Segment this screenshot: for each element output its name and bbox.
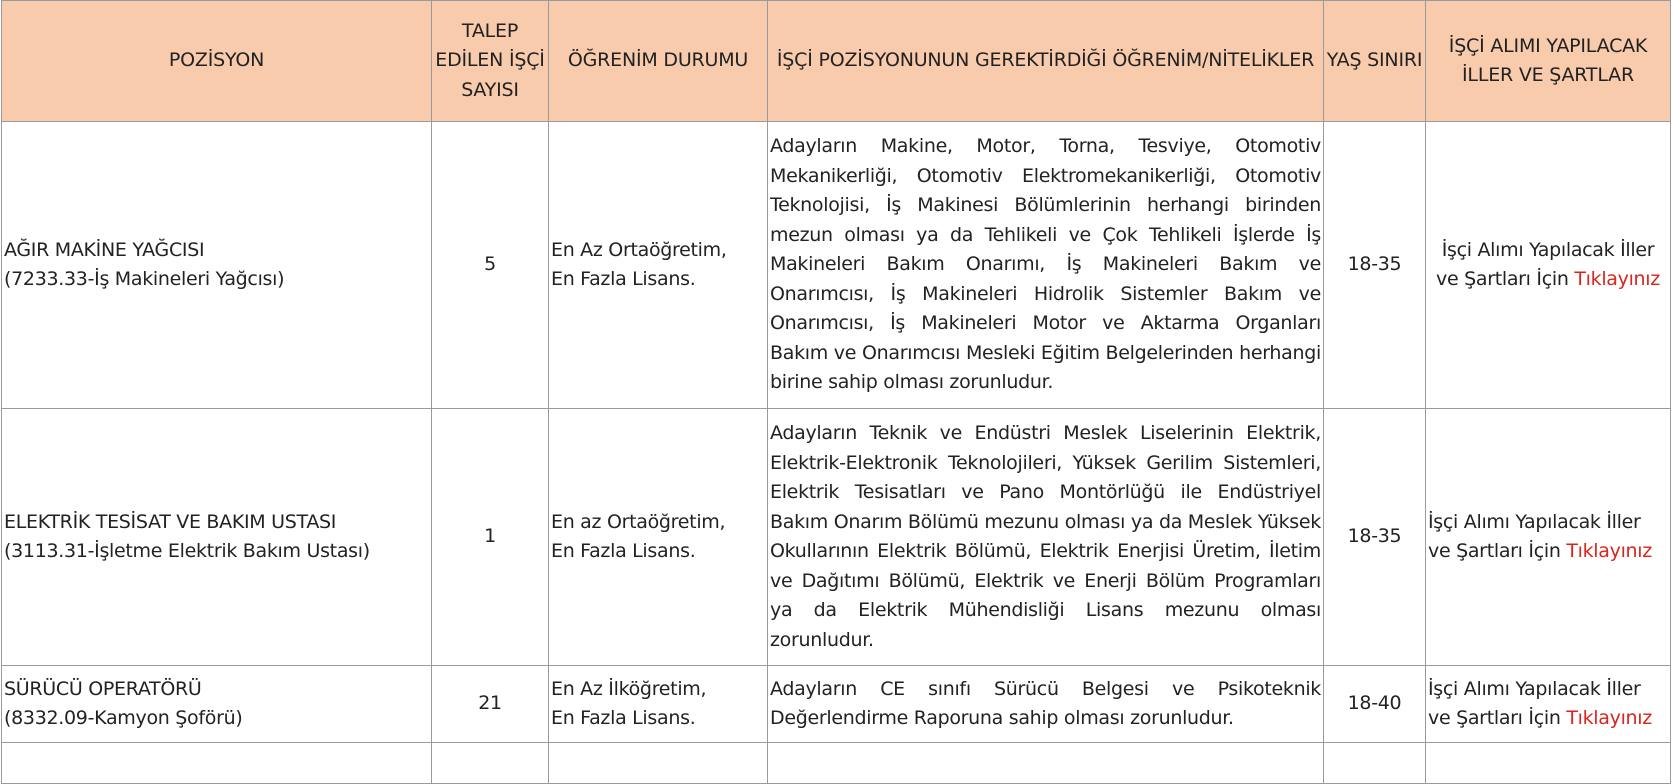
table-row-partial xyxy=(2,743,1671,784)
cities-text: İşçi Alımı Yapılacak İller ve Şartları İçin xyxy=(1428,677,1641,729)
education-cell xyxy=(549,409,768,666)
requirements-text: Adayların Teknik ve Endüstri Meslek Liselerinin Elektrik, Elektrik-Elektronik Teknolojileri, Yüksek Gerilim Sistemleri, Elektrik Tesisatları ve Pano Montörlüğü ile Endüstriyel Bakım Onarım Bölümü mezunu olması ya da Meslek Yüksek Okullarının Elektrik Bölümü, Elektrik Enerjisi Üretim, İletim ve Dağıtımı Bölümü, Elektrik ve Enerji Bölüm Programları ya da Elektrik Mühendisliği Lisans mezunu olması zorunludur. xyxy=(768,409,1324,666)
job-positions-table xyxy=(1,0,1671,784)
position-code: (3113.31-İşletme Elektrik Bakım Ustası) xyxy=(4,540,370,562)
position-title: ELEKTRİK TESİSAT VE BAKIM USTASI xyxy=(4,510,337,533)
cities-cell xyxy=(1426,122,1671,409)
empty-cell xyxy=(1324,743,1426,784)
worker-count: 5 xyxy=(432,122,549,409)
education-min: En Az Ortaöğretim, xyxy=(551,238,727,261)
position-cell xyxy=(2,666,432,743)
age-limit: 18-40 xyxy=(1324,666,1426,743)
age-limit: 18-35 xyxy=(1324,122,1426,409)
cities-link[interactable]: Tıklayınız xyxy=(1566,707,1652,729)
empty-cell xyxy=(2,743,432,784)
header-age-limit: YAŞ SINIRI xyxy=(1324,1,1426,122)
empty-cell xyxy=(768,743,1324,784)
position-cell xyxy=(2,122,432,409)
education-max: En Fazla Lisans. xyxy=(551,268,696,290)
header-cities-conditions: İŞÇİ ALIMI YAPILACAK İLLER VE ŞARTLAR xyxy=(1426,1,1671,122)
requirements-text: Adayların Makine, Motor, Torna, Tesviye, Otomotiv Mekanikerliği, Otomotiv Elektromekanikerliği, Otomotiv Teknolojisi, İş Makinesi Bölümlerinin herhangi birinden mezun olması ya da Tehlikeli ve Çok Tehlikeli İşlerde İş Makineleri Bakım Onarımı, İş Makineleri Bakım ve Onarımcısı, İş Makineleri Hidrolik Sistemler Bakım ve Onarımcısı, İş Makineleri Motor ve Aktarma Organları Bakım ve Onarımcısı Mesleki Eğitim Belgelerinden herhangi birine sahip olması zorunludur. xyxy=(768,122,1324,409)
header-position: POZİSYON xyxy=(2,1,432,122)
requirements-text: Adayların CE sınıfı Sürücü Belgesi ve Psikoteknik Değerlendirme Raporuna sahip olması zorunludur. xyxy=(768,666,1324,743)
worker-count: 1 xyxy=(432,409,549,666)
table-header-row xyxy=(2,1,1671,122)
education-min: En Az İlköğretim, xyxy=(551,677,707,700)
table-row xyxy=(2,409,1671,666)
education-min: En az Ortaöğretim, xyxy=(551,510,726,533)
position-cell xyxy=(2,409,432,666)
header-worker-count: TALEP EDİLEN İŞÇİ SAYISI xyxy=(432,1,549,122)
education-max: En Fazla Lisans. xyxy=(551,540,696,562)
header-education: ÖĞRENİM DURUMU xyxy=(549,1,768,122)
worker-count: 21 xyxy=(432,666,549,743)
empty-cell xyxy=(549,743,768,784)
position-code: (7233.33-İş Makineleri Yağcısı) xyxy=(4,268,285,290)
empty-cell xyxy=(1426,743,1671,784)
position-title: SÜRÜCÜ OPERATÖRÜ xyxy=(4,677,202,700)
education-cell xyxy=(549,666,768,743)
education-cell xyxy=(549,122,768,409)
position-code: (8332.09-Kamyon Şoförü) xyxy=(4,707,243,729)
education-max: En Fazla Lisans. xyxy=(551,707,696,729)
position-title: AĞIR MAKİNE YAĞCISI xyxy=(4,238,205,261)
table-row xyxy=(2,666,1671,743)
cities-cell xyxy=(1426,666,1671,743)
empty-cell xyxy=(432,743,549,784)
age-limit: 18-35 xyxy=(1324,409,1426,666)
cities-link[interactable]: Tıklayınız xyxy=(1574,268,1660,290)
cities-text: İşçi Alımı Yapılacak İller ve Şartları İçin xyxy=(1436,238,1655,290)
header-requirements: İŞÇİ POZİSYONUNUN GEREKTİRDİĞİ ÖĞRENİM/NİTELİKLER xyxy=(768,1,1324,122)
cities-text: İşçi Alımı Yapılacak İller ve Şartları İçin xyxy=(1428,510,1641,562)
table-row xyxy=(2,122,1671,409)
cities-cell xyxy=(1426,409,1671,666)
cities-link[interactable]: Tıklayınız xyxy=(1566,540,1652,562)
